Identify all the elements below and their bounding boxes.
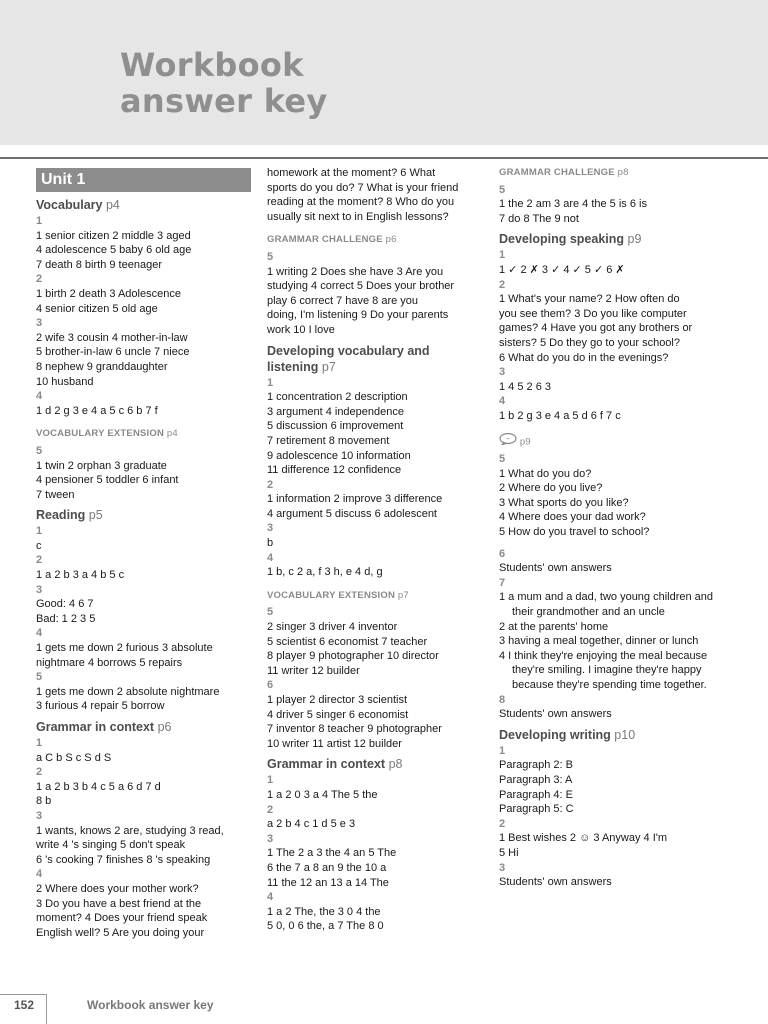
exercise-number: 5 <box>36 671 43 684</box>
answer-item: 1 a mum and a dad, two young children and their grandmother and an uncle <box>499 591 714 619</box>
exercise-number: 4 <box>267 551 274 564</box>
title-line-2: answer key <box>120 82 328 120</box>
exercise-number: 2 <box>36 766 43 779</box>
answer-line: Paragraph 2: B <box>499 759 573 772</box>
answer-line: 4 Where does your dad work? <box>499 511 646 524</box>
answer-line: usually sit next to in English lessons? <box>267 210 449 223</box>
answer-line: 8 player 9 photographer 10 director <box>267 650 439 663</box>
exercise-number: 2 <box>499 817 506 830</box>
answer-line: 1 Best wishes 2 ☺ 3 Anyway 4 I'm <box>499 832 668 845</box>
answer-line: 1 writing 2 Does she have 3 Are you <box>267 265 444 278</box>
answer-line: 5 0, 0 6 the, a 7 The 8 0 <box>267 920 384 933</box>
answer-line: 1 a 2 0 3 a 4 The 5 the <box>267 788 378 801</box>
answer-line: 1 What do you do? <box>499 467 592 480</box>
answer-line: Bad: 1 2 3 5 <box>36 612 96 625</box>
answer-line: 2 Where do you live? <box>499 482 603 495</box>
answer-line: 8 nephew 9 granddaughter <box>36 360 168 373</box>
answer-line: 1 gets me down 2 furious 3 absolute <box>36 642 213 655</box>
answer-line: a C b S c S d S <box>36 751 112 764</box>
section-heading: Developing writing p10 <box>499 727 636 742</box>
header-divider <box>0 157 768 159</box>
exercise-number: 6 <box>267 679 274 692</box>
exercise-number: 5 <box>36 444 43 457</box>
exercise-number: 4 <box>36 868 43 881</box>
answer-line: 1 ✓ 2 ✗ 3 ✓ 4 ✓ 5 ✓ 6 ✗ <box>499 263 625 276</box>
section-heading: Reading p5 <box>36 508 103 523</box>
exercise-number: 6 <box>499 547 506 560</box>
exercise-number: 8 <box>499 693 506 706</box>
exercise-number: 2 <box>267 803 274 816</box>
answer-line: 1 a 2 b 3 b 4 c 5 a 6 d 7 d <box>36 780 161 793</box>
section-heading: Grammar in context p6 <box>36 720 172 734</box>
subsection-heading: VOCABULARY EXTENSION p4 <box>36 428 178 440</box>
exercise-number: 3 <box>36 809 43 822</box>
answer-line: 6 What do you do in the evenings? <box>499 351 669 364</box>
answer-item: 4 I think they're enjoying the meal because they're smiling. I imagine they're happy because they're spending time together. <box>499 649 708 691</box>
exercise-number: 3 <box>36 583 43 596</box>
answer-line: 10 husband <box>36 375 94 388</box>
exercise-number: 2 <box>499 278 506 291</box>
answer-line: 4 senior citizen 5 old age <box>36 302 158 315</box>
answer-line: Good: 4 6 7 <box>36 598 94 611</box>
unit-heading: Unit 1 <box>36 168 251 192</box>
answer-line: sisters? 5 Do they go to your school? <box>499 336 680 349</box>
answer-line: 1 The 2 a 3 the 4 an 5 The <box>267 847 397 860</box>
answer-line: b <box>267 537 274 550</box>
answer-line: 5 brother-in-law 6 uncle 7 niece <box>36 346 190 359</box>
exercise-number: 5 <box>499 183 506 196</box>
section-heading: Developing vocabulary and listening p7 <box>267 343 430 374</box>
answer-line: 3 furious 4 repair 5 borrow <box>36 700 165 713</box>
exercise-number: 1 <box>36 525 43 538</box>
answer-line: 3 What sports do you like? <box>499 496 629 509</box>
answer-line: Students' own answers <box>499 562 612 575</box>
footer-divider-vertical <box>46 994 47 1024</box>
answer-line: Paragraph 4: E <box>499 788 573 801</box>
exercise-number: 4 <box>36 627 43 640</box>
answer-line: 2 wife 3 cousin 4 mother-in-law <box>36 331 188 344</box>
exercise-number: 4 <box>36 390 43 403</box>
answer-line: 7 retirement 8 movement <box>267 434 390 447</box>
answer-line: 11 difference 12 confidence <box>267 464 402 477</box>
exercise-number: 1 <box>36 215 43 227</box>
answer-line: 5 How do you travel to school? <box>499 526 650 539</box>
page-header <box>0 0 768 145</box>
answer-line: moment? 4 Does your friend speak <box>36 912 208 925</box>
exercise-number: 5 <box>267 606 274 619</box>
answer-line: 10 writer 11 artist 12 builder <box>267 737 402 750</box>
exercise-number: 1 <box>499 744 506 757</box>
title-line-1: Workbook <box>120 46 304 84</box>
column-1 <box>36 166 251 940</box>
answer-line: 9 adolescence 10 information <box>267 449 411 462</box>
answer-line: 3 argument 4 independence <box>267 405 404 418</box>
svg-text:~: ~ <box>506 436 510 443</box>
answer-line: 1 What's your name? 2 How often do <box>499 293 680 306</box>
answer-line: 1 player 2 director 3 scientist <box>267 694 408 706</box>
answer-item: 2 at the parents' home <box>499 620 609 633</box>
answer-line: Students' own answers <box>499 708 612 721</box>
answer-line: 1 b 2 g 3 e 4 a 5 d 6 f 7 c <box>499 409 621 422</box>
answer-line: 4 argument 5 discuss 6 adolescent <box>267 507 437 520</box>
answer-line: 1 gets me down 2 absolute nightmare <box>36 685 220 698</box>
answer-line: 1 b, c 2 a, f 3 h, e 4 d, g <box>267 566 383 579</box>
subsection-heading: GRAMMAR CHALLENGE p6 <box>267 234 397 246</box>
answer-line: 11 writer 12 builder <box>267 664 360 677</box>
answer-line: a 2 b 4 c 1 d 5 e 3 <box>267 818 356 831</box>
exercise-number: 3 <box>267 832 274 845</box>
exercise-number: 2 <box>267 478 274 491</box>
answer-line: Students' own answers <box>499 876 612 889</box>
footer-divider <box>0 994 46 995</box>
exercise-number: 1 <box>499 249 506 262</box>
exercise-number: 1 <box>267 774 274 787</box>
answer-line: 5 scientist 6 economist 7 teacher <box>267 635 428 648</box>
exercise-number: 2 <box>36 554 43 567</box>
answer-line: 7 death 8 birth 9 teenager <box>36 258 162 271</box>
exercise-number: 5 <box>499 453 506 466</box>
answer-line: 7 inventor 8 teacher 9 photographer <box>267 723 442 736</box>
pronunciation-heading: ~ p9 <box>499 433 719 451</box>
page-number: 152 <box>14 998 35 1012</box>
answer-line: reading at the moment? 8 Who do you <box>267 196 455 209</box>
answer-line: 1 a 2 The, the 3 0 4 the <box>267 905 381 918</box>
answer-line: doing, I'm listening 9 Do your parents <box>267 309 449 322</box>
answer-line: games? 4 Have you got any brothers or <box>499 322 693 335</box>
answer-line: 1 information 2 improve 3 difference <box>267 493 443 506</box>
answer-line: 1 twin 2 orphan 3 graduate <box>36 459 167 472</box>
section-heading: Developing speaking p9 <box>499 232 642 247</box>
answer-line: write 4 's singing 5 don't speak <box>36 839 186 852</box>
answer-line: Paragraph 3: A <box>499 773 573 786</box>
exercise-number: 7 <box>499 576 506 589</box>
answer-line: sports do you do? 7 What is your friend <box>267 181 459 194</box>
answer-line: 1 senior citizen 2 middle 3 aged <box>36 229 191 242</box>
answer-line: work 10 I love <box>267 323 335 336</box>
answer-line: 2 Where does your mother work? <box>36 882 199 895</box>
answer-line: 4 driver 5 singer 6 economist <box>267 708 409 721</box>
answer-line: nightmare 4 borrows 5 repairs <box>36 656 183 669</box>
exercise-number: 3 <box>267 522 274 535</box>
exercise-number: 3 <box>499 366 506 379</box>
section-heading: Vocabulary p4 <box>36 198 120 212</box>
answer-line: 1 a 2 b 3 a 4 b 5 c <box>36 569 125 582</box>
answer-line: play 6 correct 7 have 8 are you <box>267 294 419 307</box>
answer-item: 3 having a meal together, dinner or lunch <box>499 635 699 648</box>
answer-line: 5 discussion 6 improvement <box>267 420 404 433</box>
exercise-number: 3 <box>499 861 506 874</box>
answer-line: 8 b <box>36 795 52 808</box>
answer-line: 4 adolescence 5 baby 6 old age <box>36 244 192 257</box>
answer-line: 1 d 2 g 3 e 4 a 5 c 6 b 7 f <box>36 404 158 417</box>
column-2 <box>267 166 482 934</box>
answer-line: 3 Do you have a best friend at the <box>36 897 202 910</box>
exercise-number: 1 <box>36 737 43 749</box>
page-title <box>120 47 328 119</box>
answer-line: c <box>36 539 42 552</box>
answer-line: 4 pensioner 5 toddler 6 infant <box>36 474 179 487</box>
speech-bubble-icon <box>499 433 517 451</box>
subsection-heading: VOCABULARY EXTENSION p7 <box>267 589 409 601</box>
answer-line: 1 wants, knows 2 are, studying 3 read, <box>36 824 224 837</box>
exercise-number: 3 <box>36 317 43 330</box>
answer-line: 7 do 8 The 9 not <box>499 212 579 225</box>
answer-line: studying 4 correct 5 Does your brother <box>267 280 455 293</box>
answer-line: English well? 5 Are you doing your <box>36 926 205 939</box>
exercise-number: 5 <box>267 250 274 263</box>
exercise-number: 4 <box>267 891 274 904</box>
answer-line: 1 4 5 2 6 3 <box>499 380 551 393</box>
answer-line: 7 tween <box>36 488 75 501</box>
exercise-number: 4 <box>499 395 506 408</box>
answer-line: 6 's cooking 7 finishes 8 's speaking <box>36 853 211 866</box>
subsection-heading: GRAMMAR CHALLENGE p8 <box>499 167 629 178</box>
answer-line: 1 the 2 am 3 are 4 the 5 is 6 is <box>499 198 647 211</box>
answer-line: 2 singer 3 driver 4 inventor <box>267 621 398 634</box>
answer-line: 6 the 7 a 8 an 9 the 10 a <box>267 861 387 874</box>
answer-line: 5 Hi <box>499 846 519 859</box>
column-3 <box>499 166 719 890</box>
answer-line: 11 the 12 an 13 a 14 The <box>267 876 389 889</box>
answer-line: 1 birth 2 death 3 Adolescence <box>36 287 181 300</box>
exercise-number: 2 <box>36 273 43 286</box>
footer-title: Workbook answer key <box>87 998 214 1012</box>
answer-line: 1 concentration 2 description <box>267 391 408 404</box>
answer-line: homework at the moment? 6 What <box>267 167 436 179</box>
answer-line: Paragraph 5: C <box>499 803 574 816</box>
answer-line: you see them? 3 Do you like computer <box>499 307 687 320</box>
exercise-number: 1 <box>267 376 274 389</box>
section-heading: Grammar in context p8 <box>267 757 403 772</box>
